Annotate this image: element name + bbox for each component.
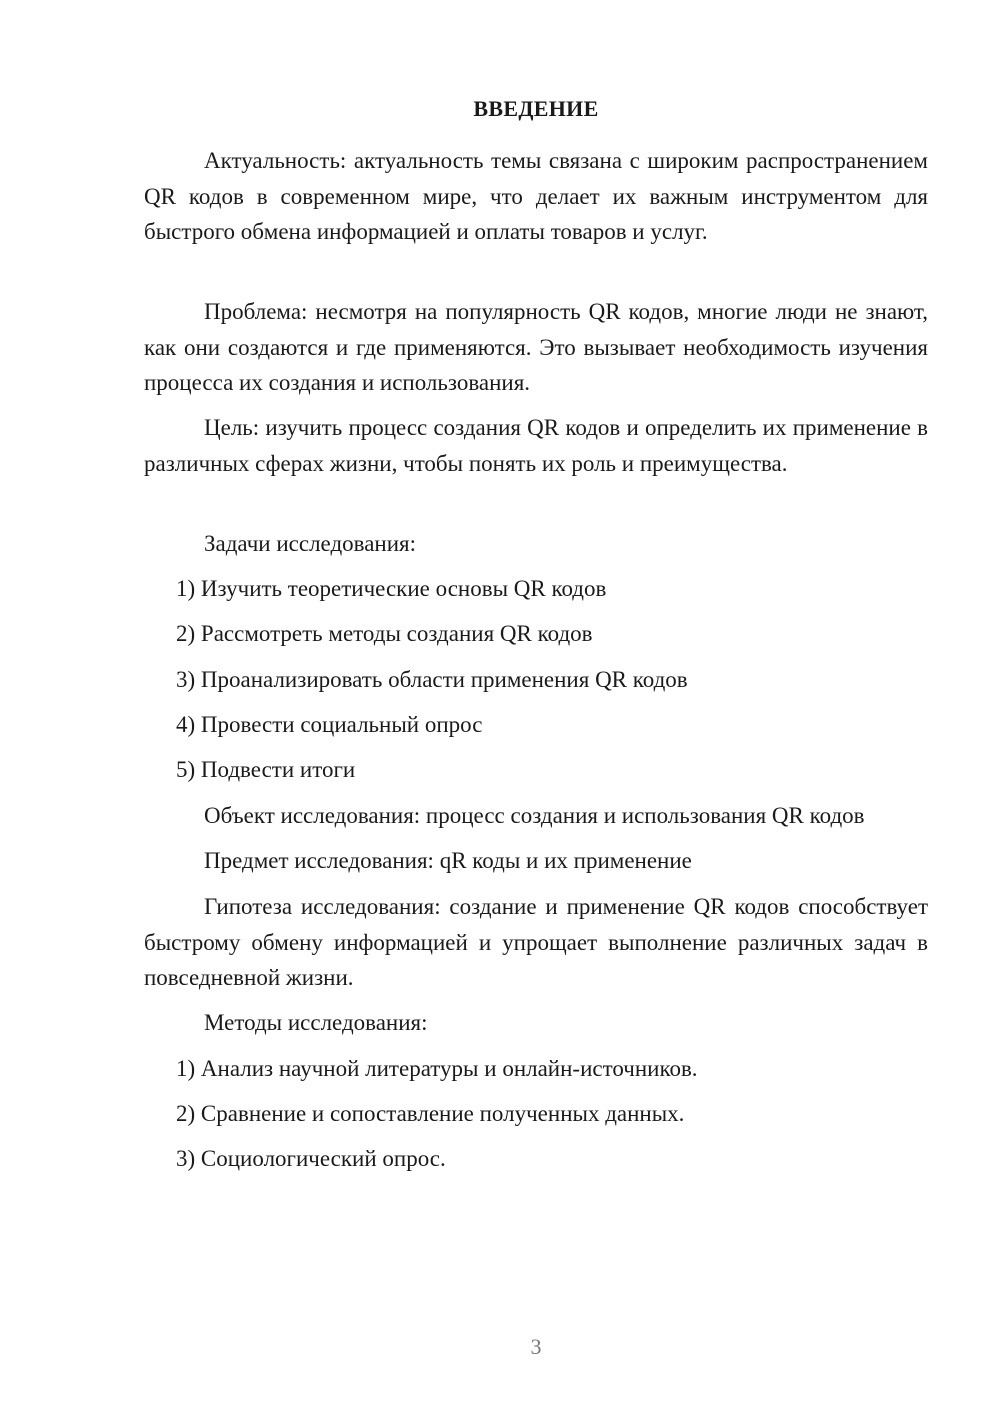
task-item-3: 3) Проанализировать области применения QR кодов: [176, 667, 688, 692]
task-item-5: 5) Подвести итоги: [176, 757, 356, 782]
research-subject: Предмет исследования: qR коды и их применение: [204, 848, 692, 873]
problem-paragraph: Проблема: несмотря на популярность QR кодов, многие люди не знают, как они создаются и где применяются. Это вызывает необходимость изучения процесса их создания и использования.: [144, 299, 928, 395]
hypothesis-paragraph: Гипотеза исследования: создание и применение QR кодов способствует быстрому обмену информацией и упрощает выполнение различных задач в повседневной жизни.: [144, 894, 928, 990]
method-item-3: 3) Социологический опрос.: [176, 1146, 446, 1171]
goal-paragraph: Цель: изучить процесс создания QR кодов и определить их применение в различных сферах жизни, чтобы понять их роль и преимущества.: [144, 415, 928, 476]
relevance-paragraph: Актуальность: актуальность темы связана с широким распространением QR кодов в современном мире, что делает их важным инструментом для быстрого обмена информацией и оплаты товаров и услуг.: [144, 148, 928, 244]
method-item-1: 1) Анализ научной литературы и онлайн-источников.: [176, 1056, 698, 1081]
task-item-4: 4) Провести социальный опрос: [176, 712, 483, 737]
tasks-heading: Задачи исследования:: [204, 531, 417, 556]
task-item-2: 2) Рассмотреть методы создания QR кодов: [176, 621, 593, 646]
page-number: 3: [530, 1334, 542, 1359]
method-item-2: 2) Сравнение и сопоставление полученных данных.: [176, 1101, 685, 1126]
section-heading: ВВЕДЕНИЕ: [473, 96, 599, 121]
task-item-1: 1) Изучить теоретические основы QR кодов: [176, 576, 607, 601]
research-object: Объект исследования: процесс создания и использования QR кодов: [204, 803, 865, 828]
methods-heading: Методы исследования:: [204, 1010, 428, 1035]
